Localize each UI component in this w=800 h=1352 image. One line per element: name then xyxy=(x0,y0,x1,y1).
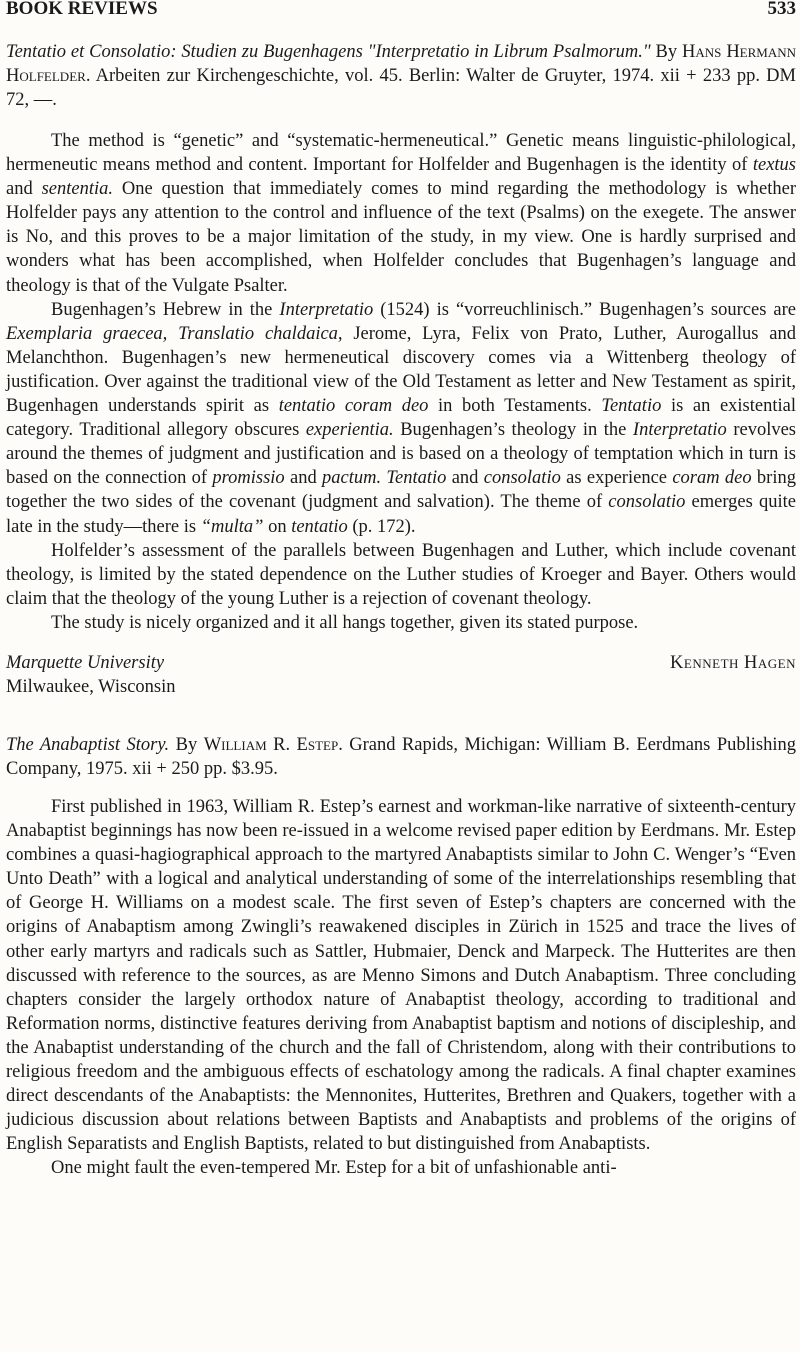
book-title: Tentatio et Consolatio: Studien zu Bugenhagens "Interpretatio in Librum Psalmorum." xyxy=(6,42,651,62)
review-paragraph: Bugenhagen’s Hebrew in the Interpretatio (1524) is “vorreuchlinisch.” Bugenhagen’s sources are Exemplaria graecea, Translatio chaldaica, Jerome, Lyra, Felix von Prato, Luther, Aurogallus and Melanchthon. Bugenhagen’s new hermeneutical discovery comes via a Wittenberg theology of justification. Over against the traditional view of the Old Testament as letter and New Testament as spirit, Bugenhagen understands spirit as tentatio coram deo in both Testaments. Tentatio is an existential category. Traditional allegory obscures experientia. Bugenhagen’s theology in the Interpretatio revolves around the themes of judgment and justification and is based on a theology of temptation which in turn is based on the connection of promissio and pactum. Tentatio and consolatio as experience coram deo bring together the two sides of the covenant (judgment and salvation). The theme of consolatio emerges quite late in the study—there is “multa” on tentatio (p. 172). xyxy=(6,299,796,537)
review-holfelder xyxy=(6,40,796,699)
review-paragraph: First published in 1963, William R. Estep’s earnest and workman-like narrative of sixteenth-century Anabaptist beginnings has now been re-issued in a welcome revised paper edition by Eerdmans. Mr. Estep combines a quasi-hagiographical approach to the martyred Anabaptists similar to John C. Wenger’s “Even Unto Death” with a logical and analytical understanding of some of the interrelationships resembling that of George H. Williams on a modest scale. The first seven of Estep’s chapters are concerned with the origins of Anabaptism among Zwingli’s reawakened disciples in Zürich in 1525 and trace the lives of other early martyrs and radicals such as Sattler, Hubmaier, Denck and Marpeck. The Hutterites are then discussed with reference to the sources, as are Menno Simons and Dutch Anabaptism. Three concluding chapters consider the largely orthodox nature of Anabaptist theology, according to traditional and Reformation norms, distinctive features deriving from Anabaptist baptism and notions of discipleship, and the Anabaptist understanding of the church and the fall of Christendom, along with their contributions to religious freedom and the ambiguous effects of eschatology among the radicals. A final chapter examines direct descendants of the Anabaptists: the Mennonites, Hutterites, Brethren and Quakers, together with a judicious discussion about relations between Baptists and Anabaptists and problems of the origins of English Separatists and English Baptists, related to but distinguished from Anabaptists. xyxy=(6,796,796,1155)
review-paragraph: Holfelder’s assessment of the parallels between Bugenhagen and Luther, which include covenant theology, is limited by the stated dependence on the Luther studies of Kroeger and Bayer. Others would claim that the theology of the young Luther is a rejection of covenant theology. xyxy=(6,540,796,609)
review-paragraph: The study is nicely organized and it all hangs together, given its stated purpose. xyxy=(51,612,639,633)
publication-info: . Grand Rapids, Michigan: William B. Eerdmans Publishing Company, 1975. xii + 250 pp. $3.95. xyxy=(6,734,796,779)
reviewer-signoff xyxy=(6,651,796,675)
review-paragraph: One might fault the even-tempered Mr. Estep for a bit of unfashionable anti- xyxy=(51,1158,617,1179)
running-head xyxy=(6,0,796,20)
review-estep xyxy=(6,733,796,1181)
book-author: Hans Hermann Holfelder xyxy=(6,42,797,86)
book-author: William R. Estep xyxy=(203,734,339,755)
by-text: By xyxy=(169,734,204,755)
review-paragraph: The method is “genetic” and “systematic-hermeneutical.” Genetic means linguistic-philological, hermeneutic means method and content. Important for Holfelder and Bugenhagen is the identity of textus and sententia. One question that immediately comes to mind regarding the methodology is whether Holfelder pays any attention to the control and influence of the text (Psalms) on the exegete. The answer is No, and this proves to be a major limitation of the study, in my view. One is hardly surprised and wonders what has been accomplished, when Holfelder concludes that Bugenhagen’s language and theology is that of the Vulgate Psalter. xyxy=(6,131,796,296)
publication-info: . Arbeiten zur Kirchengeschichte, vol. 45. Berlin: Walter de Gruyter, 1974. xii + 233 pp. DM 72, —. xyxy=(6,66,796,110)
book-citation xyxy=(6,40,796,112)
section-title: BOOK REVIEWS xyxy=(6,0,158,19)
page-number: 533 xyxy=(767,0,796,19)
book-citation xyxy=(6,733,796,781)
reviewer-city: Milwaukee, Wisconsin xyxy=(6,676,176,697)
by-text: By xyxy=(650,42,683,62)
book-title: The Anabaptist Story. xyxy=(6,734,170,755)
reviewer-institution: Marquette University xyxy=(6,652,165,673)
reviewer-name: Kenneth Hagen xyxy=(670,652,796,673)
